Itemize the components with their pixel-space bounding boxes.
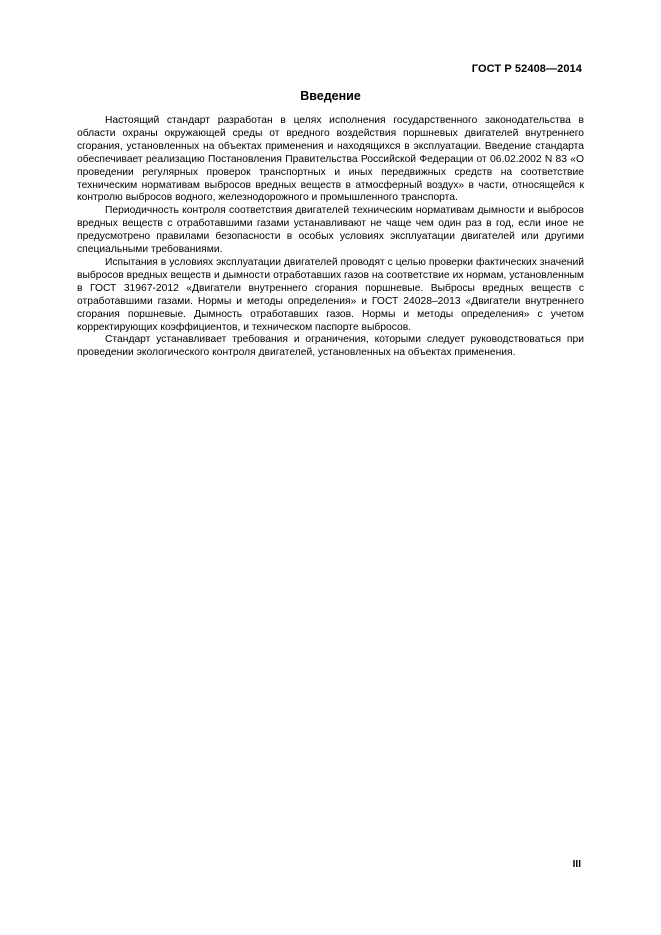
paragraph: Стандарт устанавливает требования и ограничения, которыми следует руководствоваться при проведении экологического контроля двигателей, установленных на объектах применения. <box>77 334 584 359</box>
paragraph: Настоящий стандарт разработан в целях исполнения государственного законодательства в области охраны окружающей среды от вредного воздействия поршневых двигателей внутреннего сгорания, установленных на объектах применения и находящихся в эксплуатации. Введение стандарта обеспечивает реализацию Постановления Правительства Российской Федерации от 06.02.2002 N 83 «О проведении регулярных проверок транспортных и иных передвижных средств на соответствие техническим нормативам выбросов вредных веществ в атмосферный воздух» в части, относящейся к контролю выбросов водного, железнодорожного и промышленного транспорта. <box>77 115 584 204</box>
paragraph: Периодичность контроля соответствия двигателей техническим нормативам дымности и выбросов вредных веществ с отработавшими газами устанавливают не чаще чем один раз в год, если иное не предусмотрено правилами безопасности в особых условиях эксплуатации двигателей или другими специальными требованиями. <box>77 205 584 256</box>
document-code: ГОСТ Р 52408—2014 <box>471 63 582 75</box>
section-title: Введение <box>300 89 361 103</box>
page-number: III <box>572 859 581 870</box>
document-body <box>77 115 584 360</box>
paragraph: Испытания в условиях эксплуатации двигателей проводят с целью проверки фактических значений выбросов вредных веществ и дымности отработавших газов на соответствие их нормам, установленным в ГОСТ 31967-2012 «Двигатели внутреннего сгорания поршневые. Выбросы вредных веществ с отработавшими газами. Нормы и методы определения» и ГОСТ 24028–2013 «Двигатели внутреннего сгорания поршневые. Дымность отработавших газов. Нормы и методы определения» с учетом корректирующих коэффициентов, и техническом паспорте выбросов. <box>77 256 584 333</box>
